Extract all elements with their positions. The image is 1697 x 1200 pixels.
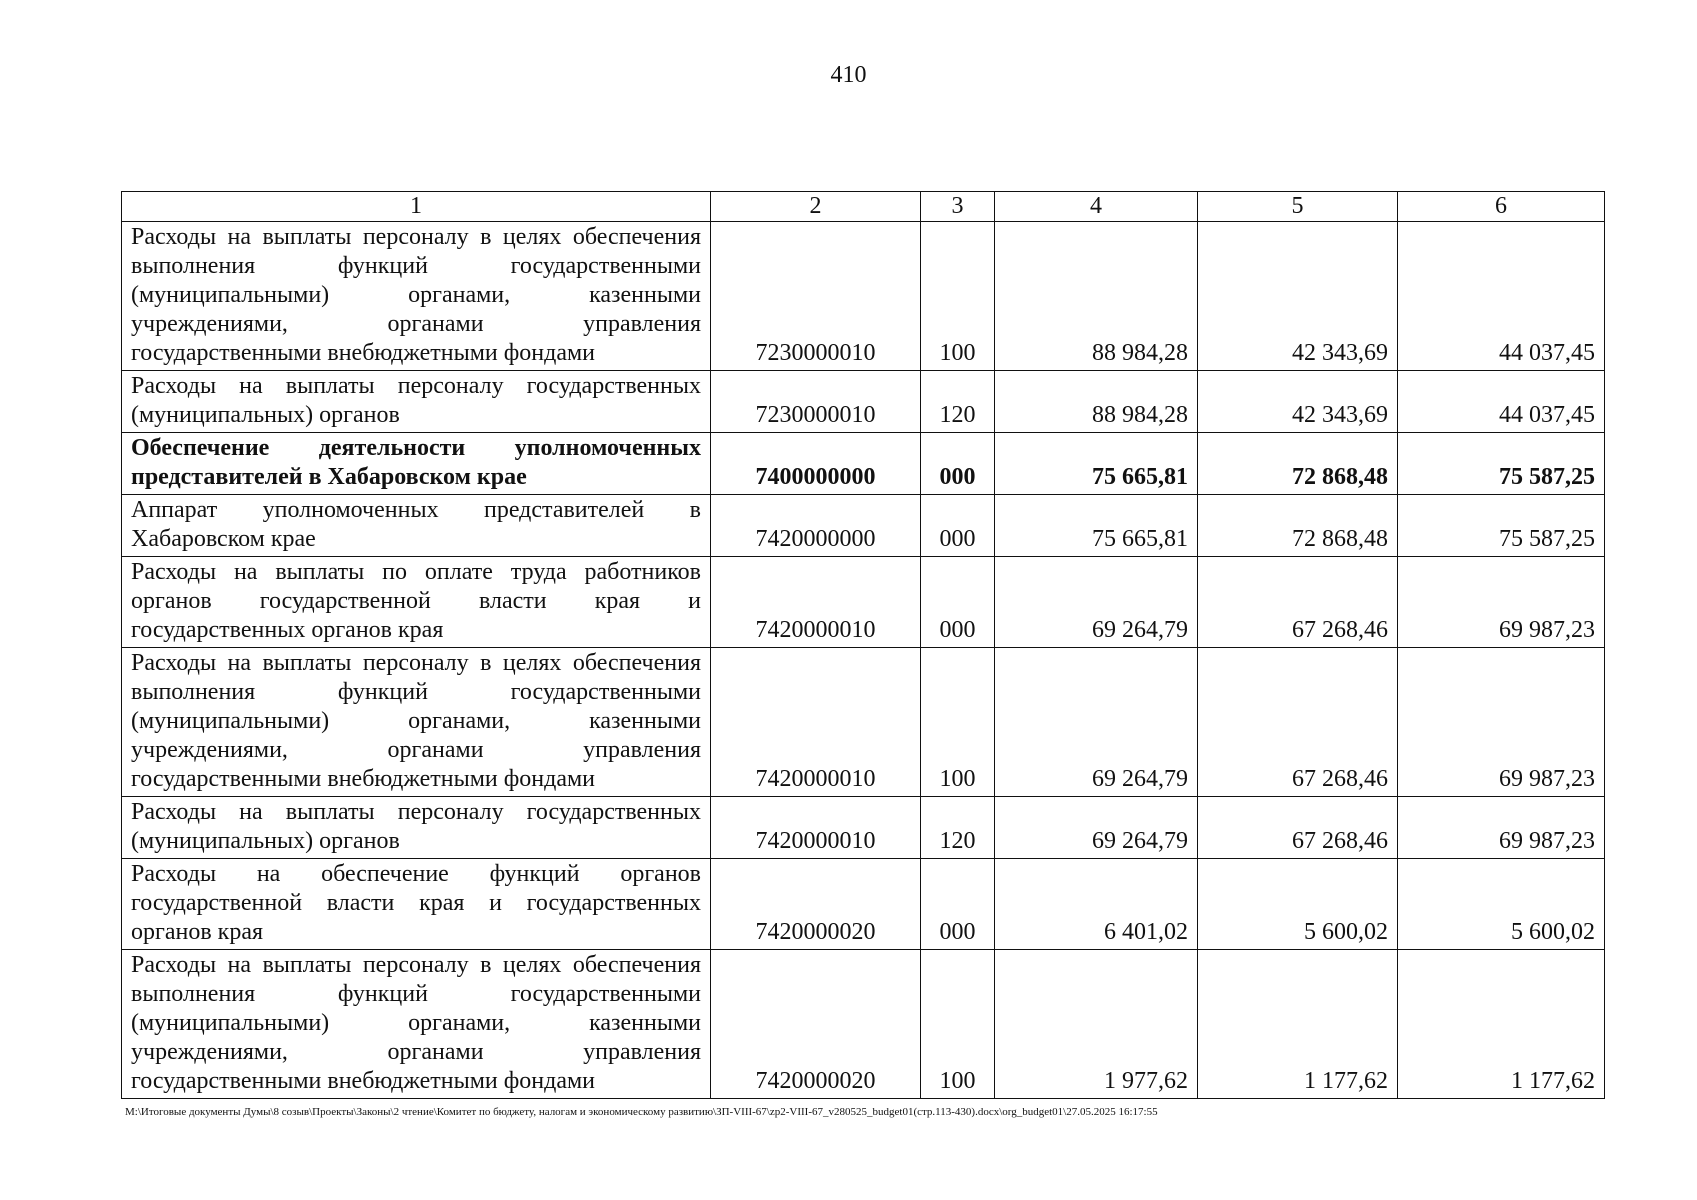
column-header-6: 6 [1398,192,1605,222]
row-value-col5-cell: 72 868,48 [1198,495,1398,557]
row-value-col5-cell: 42 343,69 [1198,222,1398,371]
row-name-cell: Расходы на выплаты персоналу в целях обеспечения выполнения функций государственными (муниципальными) органами, казенными учреждениями, органами управления государственными внебюджетными фондами [122,222,711,371]
row-value-col6-cell: 69 987,23 [1398,557,1605,648]
row-value-col5-cell: 42 343,69 [1198,371,1398,433]
column-header-1: 1 [122,192,711,222]
row-expense-type-cell: 000 [921,433,995,495]
table-body [122,222,1605,1099]
row-expense-type-cell: 100 [921,648,995,797]
row-code-cell: 7420000020 [711,950,921,1099]
row-name-cell: Расходы на выплаты персоналу государственных (муниципальных) органов [122,371,711,433]
row-value-col4-cell: 75 665,81 [995,495,1198,557]
row-value-col6-cell: 44 037,45 [1398,371,1605,433]
row-name-cell: Аппарат уполномоченных представителей в Хабаровском крае [122,495,711,557]
table-row [122,557,1605,648]
table-header-row [122,192,1605,222]
row-code-cell: 7420000010 [711,648,921,797]
page-number: 410 [830,62,867,88]
row-value-col6-cell: 5 600,02 [1398,859,1605,950]
row-expense-type-cell: 000 [921,557,995,648]
row-value-col4-cell: 69 264,79 [995,797,1198,859]
column-header-5: 5 [1198,192,1398,222]
column-header-4: 4 [995,192,1198,222]
row-value-col4-cell: 6 401,02 [995,859,1198,950]
row-value-col4-cell: 75 665,81 [995,433,1198,495]
table-row [122,371,1605,433]
row-value-col5-cell: 72 868,48 [1198,433,1398,495]
footer-file-path: M:\Итоговые документы Думы\8 созыв\Проекты\Законы\2 чтение\Комитет по бюджету, налогам и экономическому развитию\ЗП-VIII-67\zp2-VIII-67_v280525_budget01(стр.113-430).docx\org_budget01\27.05.2025 16:17:55 [125,1106,1158,1118]
table-row [122,859,1605,950]
table-row [122,950,1605,1099]
row-value-col6-cell: 75 587,25 [1398,495,1605,557]
row-expense-type-cell: 100 [921,222,995,371]
row-code-cell: 7230000010 [711,371,921,433]
row-value-col6-cell: 69 987,23 [1398,797,1605,859]
row-name-cell: Расходы на обеспечение функций органов государственной власти края и государственных органов края [122,859,711,950]
row-value-col5-cell: 1 177,62 [1198,950,1398,1099]
row-name-cell: Расходы на выплаты персоналу государственных (муниципальных) органов [122,797,711,859]
table-row [122,433,1605,495]
row-code-cell: 7420000000 [711,495,921,557]
row-value-col5-cell: 67 268,46 [1198,797,1398,859]
row-name-cell: Расходы на выплаты по оплате труда работников органов государственной власти края и государственных органов края [122,557,711,648]
row-name-cell: Расходы на выплаты персоналу в целях обеспечения выполнения функций государственными (муниципальными) органами, казенными учреждениями, органами управления государственными внебюджетными фондами [122,950,711,1099]
row-expense-type-cell: 120 [921,371,995,433]
row-value-col5-cell: 67 268,46 [1198,557,1398,648]
row-expense-type-cell: 000 [921,859,995,950]
row-code-cell: 7420000020 [711,859,921,950]
row-value-col4-cell: 88 984,28 [995,222,1198,371]
row-name-cell: Расходы на выплаты персоналу в целях обеспечения выполнения функций государственными (муниципальными) органами, казенными учреждениями, органами управления государственными внебюджетными фондами [122,648,711,797]
row-value-col4-cell: 1 977,62 [995,950,1198,1099]
row-value-col4-cell: 69 264,79 [995,648,1198,797]
budget-table [121,191,1605,1099]
row-code-cell: 7420000010 [711,797,921,859]
row-value-col4-cell: 69 264,79 [995,557,1198,648]
row-value-col6-cell: 44 037,45 [1398,222,1605,371]
row-value-col6-cell: 69 987,23 [1398,648,1605,797]
row-value-col6-cell: 1 177,62 [1398,950,1605,1099]
column-header-2: 2 [711,192,921,222]
row-expense-type-cell: 120 [921,797,995,859]
row-expense-type-cell: 000 [921,495,995,557]
row-value-col5-cell: 5 600,02 [1198,859,1398,950]
column-header-3: 3 [921,192,995,222]
row-value-col4-cell: 88 984,28 [995,371,1198,433]
row-code-cell: 7230000010 [711,222,921,371]
table-row [122,648,1605,797]
row-code-cell: 7420000010 [711,557,921,648]
table-row [122,797,1605,859]
row-name-cell: Обеспечение деятельности уполномоченных представителей в Хабаровском крае [122,433,711,495]
row-expense-type-cell: 100 [921,950,995,1099]
row-value-col5-cell: 67 268,46 [1198,648,1398,797]
table-row [122,222,1605,371]
row-value-col6-cell: 75 587,25 [1398,433,1605,495]
table-row [122,495,1605,557]
row-code-cell: 7400000000 [711,433,921,495]
